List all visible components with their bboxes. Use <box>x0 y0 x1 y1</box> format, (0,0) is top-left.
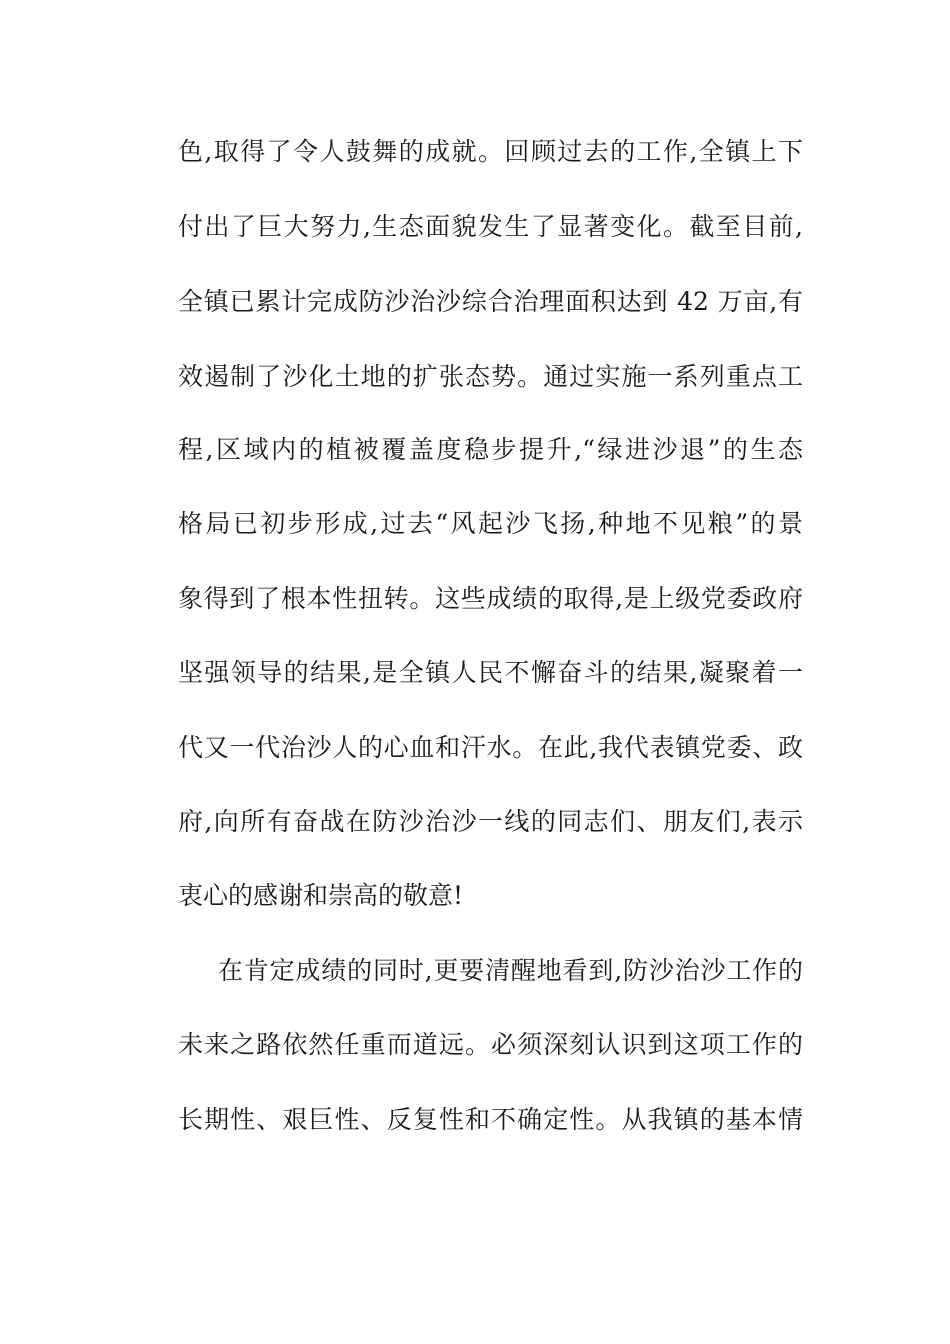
text-line: 效遏制了沙化土地的扩张态势。通过实施一系列重点工 <box>178 362 803 391</box>
text-line: 未来之路依然任重而道远。必须深刻认识到这项工作的 <box>178 1030 803 1059</box>
text-line: 长期性、艰巨性、反复性和不确定性。从我镇的基本情 <box>178 1105 803 1134</box>
text-line: 府,向所有奋战在防沙治沙一线的同志们、朋友们,表示 <box>178 807 803 836</box>
text-line: 在肯定成绩的同时,更要清醒地看到,防沙治沙工作的 <box>218 956 803 985</box>
text-line: 付出了巨大努力,生态面貌发生了显著变化。截至目前, <box>178 212 803 241</box>
text-line: 衷心的感谢和崇高的敬意! <box>178 881 464 910</box>
text-line: 程,区域内的植被覆盖度稳步提升,“绿进沙退”的生态 <box>178 435 803 464</box>
text-line: 代又一代治沙人的心血和汗水。在此,我代表镇党委、政 <box>178 733 803 762</box>
text-line: 象得到了根本性扭转。这些成绩的取得,是上级党委政府 <box>178 584 803 613</box>
text-line: 格局已初步形成,过去“风起沙飞扬,种地不见粮”的景 <box>178 509 803 538</box>
text-line: 坚强领导的结果,是全镇人民不懈奋斗的结果,凝聚着一 <box>178 658 803 687</box>
text-line: 全镇已累计完成防沙治沙综合治理面积达到 42 万亩,有 <box>178 287 803 316</box>
text-line: 色,取得了令人鼓舞的成就。回顾过去的工作,全镇上下 <box>178 137 803 166</box>
